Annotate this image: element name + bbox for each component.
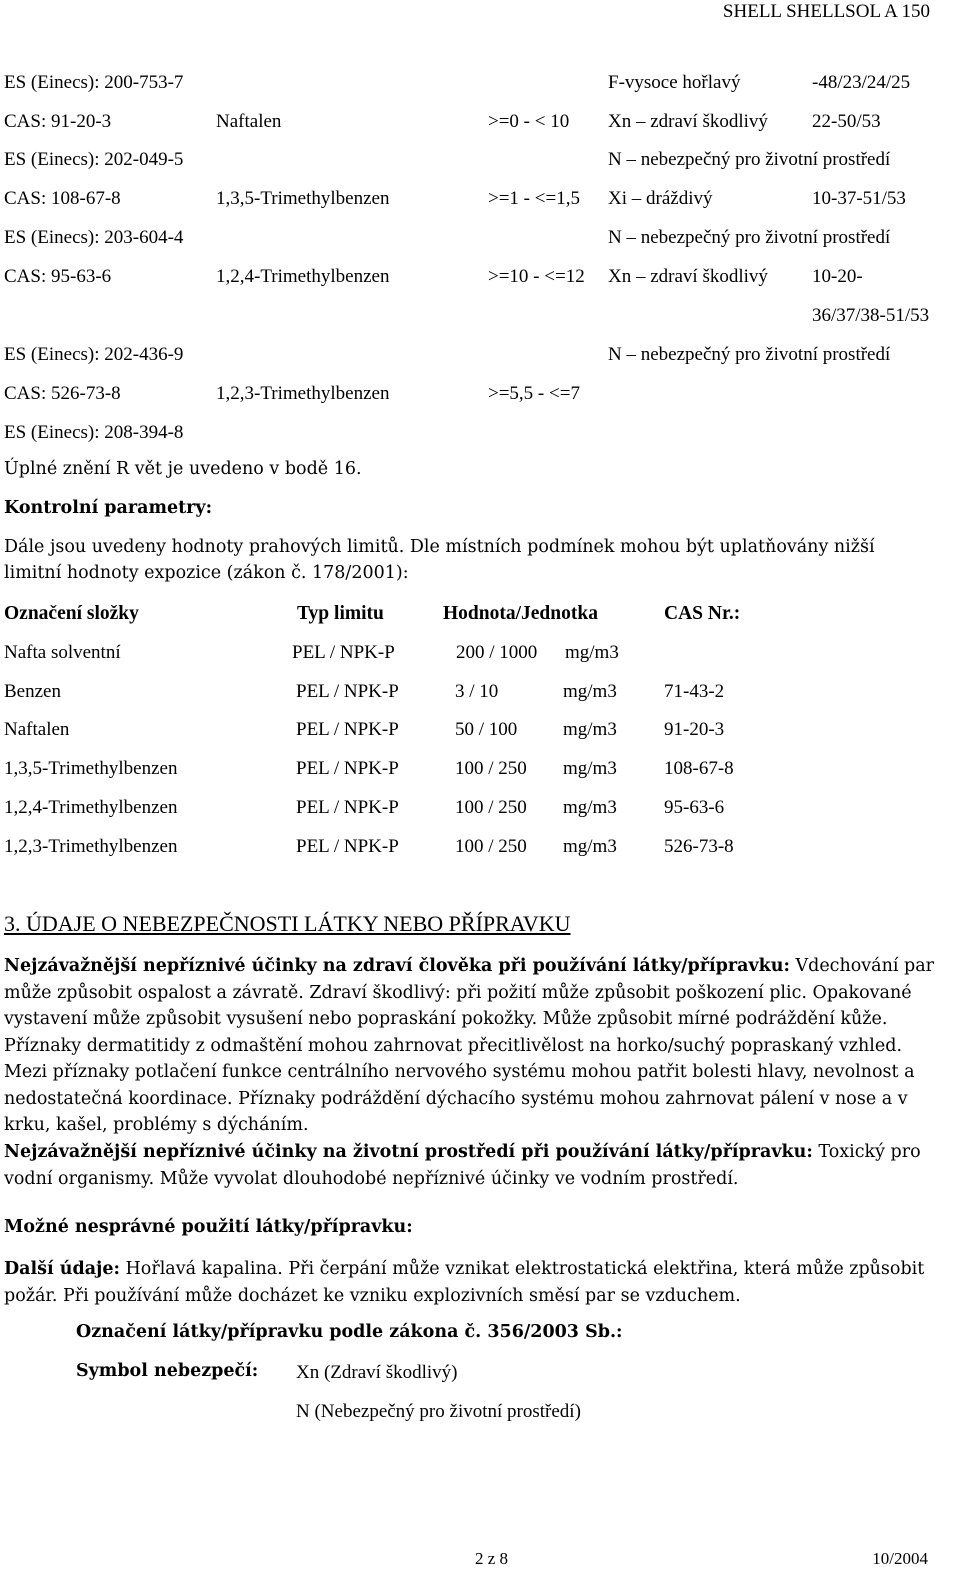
section-3-title: 3. ÚDAJE O NEBEZPEČNOSTI LÁTKY NEBO PŘÍPRAVKU [4, 911, 571, 936]
cell: Naftalen [4, 719, 70, 740]
cell: >=0 - < 10 [488, 111, 570, 132]
cell: 108-67-8 [664, 758, 734, 779]
classification-heading: Označení látky/přípravku podle zákona č. 356/2003 Sb.: [76, 1322, 623, 1342]
cell: CAS: 91-20-3 [4, 111, 112, 132]
cell: mg/m3 [563, 681, 617, 702]
cell: ES (Einecs): 208-394-8 [4, 422, 184, 443]
cell: -48/23/24/25 [812, 72, 911, 93]
cell: Xn – zdraví škodlivý [608, 266, 768, 287]
environment-effects-text: Toxický pro vodní organismy. Může vyvolat dlouhodobé nepříznivé účinky ve vodním prostředí. [4, 1142, 921, 1189]
cell: N – nebezpečný pro životní prostředí [608, 227, 891, 248]
cell: mg/m3 [565, 642, 619, 663]
health-effects-text: Vdechování par může způsobit ospalost a závratě. Zdraví škodlivý: při požití může způsobit poškození plic. Opakované vystavení může způsobit vysušení nebo popraskání pokožky. Může způsobit mírné podráždění kůže. Příznaky dermatitidy z odmaštění mohou zahrnovat přecitlivělost na horko/suchý popraskaný vzhled. Mezi příznaky potlačení funkce centrálního nervového systému mohou patřit bolesti hlavy, nevolnost a nedostatečná koordinace. Příznaky podráždění dýchacího systému mohou zahrnovat pálení v nose a v krku, kašel, problémy s dýcháním. [4, 956, 935, 1135]
cell: mg/m3 [563, 758, 617, 779]
cell: mg/m3 [563, 797, 617, 818]
cell: PEL / NPK-P [296, 797, 399, 818]
column-header: Hodnota/Jednotka [443, 603, 598, 624]
cell: 1,3,5-Trimethylbenzen [4, 758, 178, 779]
cell: PEL / NPK-P [292, 642, 395, 663]
cell: Benzen [4, 681, 61, 702]
cell: 91-20-3 [664, 719, 725, 740]
other-info-label: Další údaje: [4, 1259, 120, 1279]
cell: PEL / NPK-P [296, 681, 399, 702]
cell: Xi – dráždivý [608, 188, 713, 209]
health-effects-label: Nejzávažnější nepříznivé účinky na zdraví člověka při používání látky/přípravku: [4, 956, 790, 976]
header-title: SHELL SHELLSOL A 150 [722, 1, 930, 22]
cell: 100 / 250 [455, 836, 527, 857]
hazard-symbol-xn: Xn (Zdraví škodlivý) [296, 1362, 458, 1383]
cell: 10-37-51/53 [812, 188, 906, 209]
cell: Nafta solventní [4, 642, 121, 663]
column-header: CAS Nr.: [664, 603, 741, 624]
cell: 1,3,5-Trimethylbenzen [216, 188, 390, 209]
cell: CAS: 526-73-8 [4, 383, 121, 404]
cell: CAS: 108-67-8 [4, 188, 121, 209]
cell: >=1 - <=1,5 [488, 188, 580, 209]
cell: 3 / 10 [455, 681, 499, 702]
cell: ES (Einecs): 203-604-4 [4, 227, 184, 248]
cell: 100 / 250 [455, 758, 527, 779]
r-phrases-note: Úplné znění R vět je uvedeno v bodě 16. [4, 459, 362, 479]
cell: 1,2,3-Trimethylbenzen [216, 383, 390, 404]
cell: 526-73-8 [664, 836, 734, 857]
cell: >=5,5 - <=7 [488, 383, 580, 404]
cell: 95-63-6 [664, 797, 725, 818]
cell: ES (Einecs): 202-436-9 [4, 344, 184, 365]
cell: >=10 - <=12 [488, 266, 585, 287]
health-effects-paragraph [4, 953, 944, 1139]
cell: 22-50/53 [812, 111, 881, 132]
cell: CAS: 95-63-6 [4, 266, 112, 287]
footer-date: 10/2004 [872, 1549, 928, 1568]
cell: PEL / NPK-P [296, 758, 399, 779]
cell: 100 / 250 [455, 797, 527, 818]
cell: PEL / NPK-P [296, 836, 399, 857]
cell: N – nebezpečný pro životní prostředí [608, 149, 891, 170]
cell: 36/37/38-51/53 [812, 305, 930, 326]
cell: mg/m3 [563, 836, 617, 857]
control-heading: Kontrolní parametry: [4, 498, 213, 518]
misuse-label: Možné nesprávné použití látky/přípravku: [4, 1217, 413, 1237]
cell: F-vysoce hořlavý [608, 72, 741, 93]
cell: ES (Einecs): 200-753-7 [4, 72, 184, 93]
hazard-symbol-label: Symbol nebezpečí: [76, 1361, 259, 1381]
cell: Xn – zdraví škodlivý [608, 111, 768, 132]
column-header: Typ limitu [297, 603, 384, 624]
cell: mg/m3 [563, 719, 617, 740]
cell: N – nebezpečný pro životní prostředí [608, 344, 891, 365]
cell: 10-20- [812, 266, 863, 287]
column-header: Označení složky [4, 603, 139, 624]
cell: 1,2,4-Trimethylbenzen [216, 266, 390, 287]
cell: 50 / 100 [455, 719, 518, 740]
environment-effects-paragraph [4, 1139, 944, 1192]
cell: ES (Einecs): 202-049-5 [4, 149, 184, 170]
cell: 200 / 1000 [456, 642, 538, 663]
other-info-text: Hořlavá kapalina. Při čerpání může vznikat elektrostatická elektřina, která může způsobit požár. Při používání může docházet ke vzniku explozivních směsí par se vzduchem. [4, 1259, 925, 1306]
control-intro-line-2: limitní hodnoty expozice (zákon č. 178/2001): [4, 563, 409, 583]
hazard-symbol-n: N (Nebezpečný pro životní prostředí) [296, 1401, 581, 1422]
cell: 71-43-2 [664, 681, 725, 702]
environment-effects-label: Nejzávažnější nepříznivé účinky na životní prostředí při používání látky/přípravku: [4, 1142, 813, 1162]
page-number: 2 z 8 [475, 1549, 509, 1568]
cell: Naftalen [216, 111, 282, 132]
cell: 1,2,3-Trimethylbenzen [4, 836, 178, 857]
other-info-paragraph [4, 1256, 944, 1309]
cell: PEL / NPK-P [296, 719, 399, 740]
cell: 1,2,4-Trimethylbenzen [4, 797, 178, 818]
control-intro-line-1: Dále jsou uvedeny hodnoty prahových limitů. Dle místních podmínek mohou být uplatňovány nižší [4, 537, 875, 557]
